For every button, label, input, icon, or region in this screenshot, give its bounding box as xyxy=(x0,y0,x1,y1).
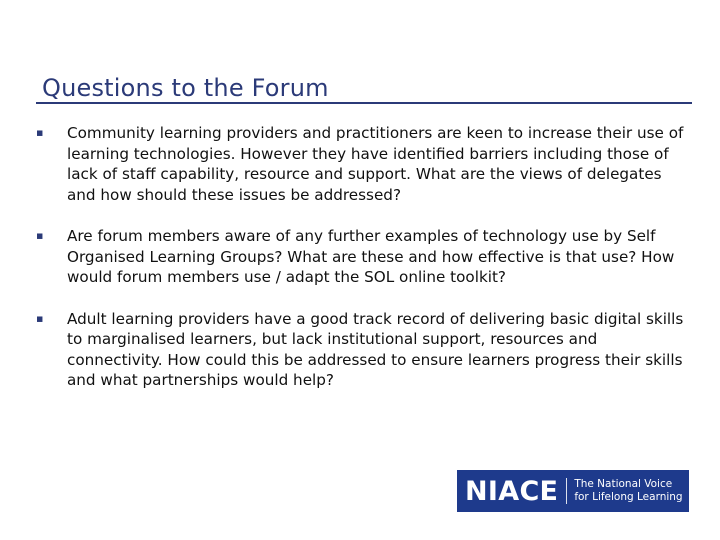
logo-wordmark: NIACE xyxy=(465,475,559,507)
title-underline xyxy=(36,102,692,104)
bullet-list xyxy=(36,123,686,391)
bullet-marker-icon: ▪ xyxy=(36,311,44,325)
bullet-item xyxy=(36,309,686,391)
bullet-item xyxy=(36,226,686,288)
bullet-marker-icon: ▪ xyxy=(36,229,44,242)
slide-title: Questions to the Forum xyxy=(42,74,329,102)
bullet-text: Are forum members aware of any further examples of technology use by Self Organised Learning Groups? What are these and how effective is that use? How would forum members use / adapt the SOL online toolkit? xyxy=(67,227,675,286)
bullet-text: Adult learning providers have a good track record of delivering basic digital skills to marginalised learners, but lack institutional support, resources and connectivity. How could this be addressed to ensure learners progress their skills and what partnerships would help? xyxy=(67,309,684,389)
logo-tagline xyxy=(574,478,682,504)
logo-tagline-line2: for Lifelong Learning xyxy=(574,491,683,503)
bullet-item xyxy=(36,123,686,205)
logo-divider xyxy=(566,478,567,504)
logo-tagline-line1: The National Voice xyxy=(574,478,673,490)
bullet-text: Community learning providers and practitioners are keen to increase their use of learning technologies. However they have identified barriers including those of lack of staff capability, resource and support. What are the views of delegates and how should these issues be addressed? xyxy=(67,124,684,204)
bullet-marker-icon: ▪ xyxy=(36,126,44,139)
niace-logo xyxy=(457,470,689,512)
